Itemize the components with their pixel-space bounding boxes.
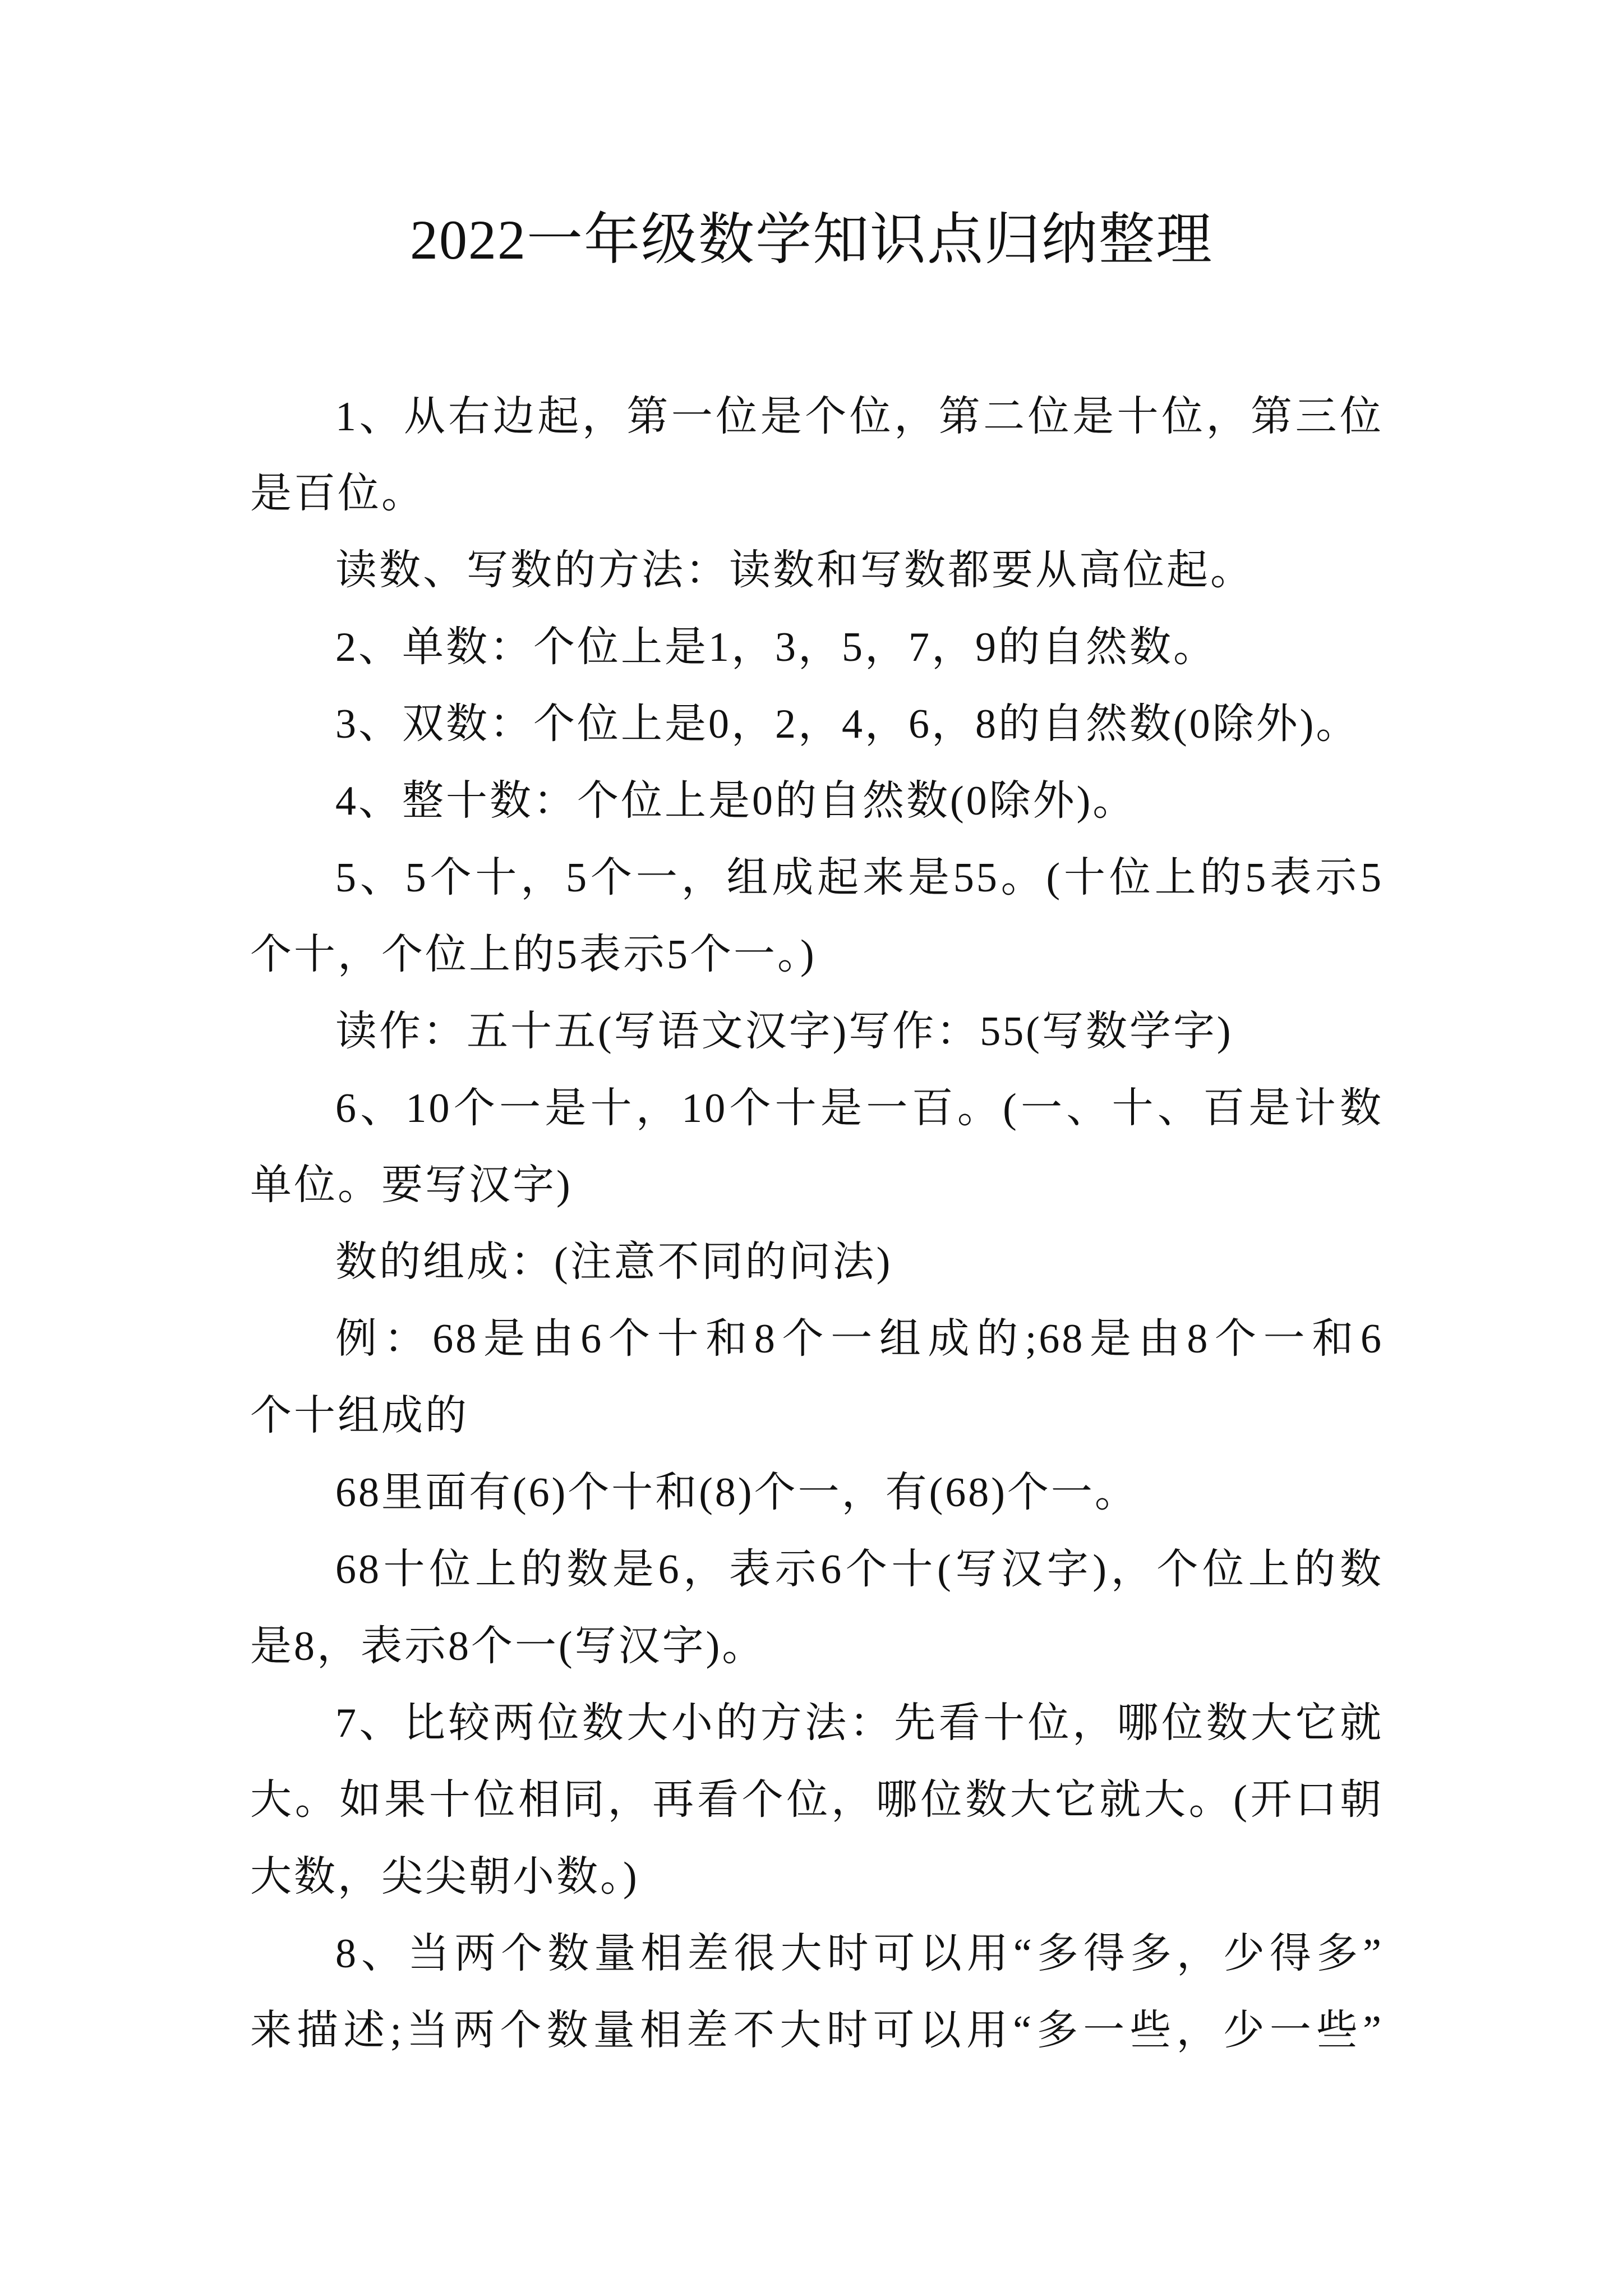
paragraph — [250, 1531, 1384, 1685]
paragraph — [250, 1916, 1384, 2069]
paragraph-line: 68里面有(6)个十和(8)个一，有(68)个一。 — [335, 1470, 1138, 1516]
paragraph-line: 7、比较两位数大小的方法：先看十位，哪位数大它就 — [335, 1700, 1384, 1746]
document-title: 2022一年级数学知识点归纳整理 — [410, 209, 1213, 271]
paragraph-line: 3、双数：个位上是0，2，4，6，8的自然数(0除外)。 — [335, 701, 1360, 747]
document-body — [250, 379, 1384, 2069]
paragraph-line: 5、5个十，5个一，组成起来是55。(十位上的5表示5 — [335, 855, 1384, 901]
paragraph-line: 单位。要写汉字) — [250, 1162, 573, 1208]
paragraph — [250, 1070, 1384, 1224]
paragraph-line: 例：68是由6个十和8个一组成的;68是由8个一和6 — [335, 1316, 1384, 1362]
paragraph — [250, 993, 1384, 1070]
paragraph-line: 读数、写数的方法：读数和写数都要从高位起。 — [335, 547, 1254, 593]
paragraph — [250, 763, 1384, 840]
paragraph — [250, 532, 1384, 609]
paragraph-line: 来描述;当两个数量相差不大时可以用“多一些，少一些” — [250, 2008, 1384, 2054]
paragraph — [250, 379, 1384, 532]
paragraph-line: 数的组成：(注意不同的问法) — [335, 1239, 893, 1285]
paragraph-line: 4、整十数：个位上是0的自然数(0除外)。 — [335, 778, 1137, 824]
paragraph-line: 是百位。 — [250, 471, 425, 517]
paragraph-line: 6、10个一是十，10个十是一百。(一、十、百是计数 — [335, 1085, 1384, 1131]
paragraph — [250, 1301, 1384, 1455]
paragraph-line: 8、当两个数量相差很大时可以用“多得多，少得多” — [335, 1931, 1384, 1977]
paragraph — [250, 1224, 1384, 1301]
paragraph — [250, 609, 1384, 686]
paragraph-line: 个十，个位上的5表示5个一。) — [250, 932, 817, 978]
paragraph — [250, 686, 1384, 763]
paragraph — [250, 1685, 1384, 1916]
paragraph-line: 个十组成的 — [250, 1393, 469, 1439]
paragraph-line: 1、从右边起，第一位是个位，第二位是十位，第三位 — [335, 394, 1384, 440]
paragraph — [250, 1455, 1384, 1531]
paragraph-line: 是8，表示8个一(写汉字)。 — [250, 1623, 766, 1669]
paragraph-line: 大数，尖尖朝小数。) — [250, 1854, 639, 1900]
paragraph-line: 68十位上的数是6，表示6个十(写汉字)，个位上的数 — [335, 1547, 1384, 1593]
paragraph-line: 大。如果十位相同，再看个位，哪位数大它就大。(开口朝 — [250, 1777, 1384, 1823]
paragraph — [250, 840, 1384, 993]
paragraph-line: 2、单数：个位上是1，3，5，7，9的自然数。 — [335, 624, 1217, 670]
paragraph-line: 读作：五十五(写语文汉字)写作：55(写数学字) — [335, 1009, 1233, 1055]
